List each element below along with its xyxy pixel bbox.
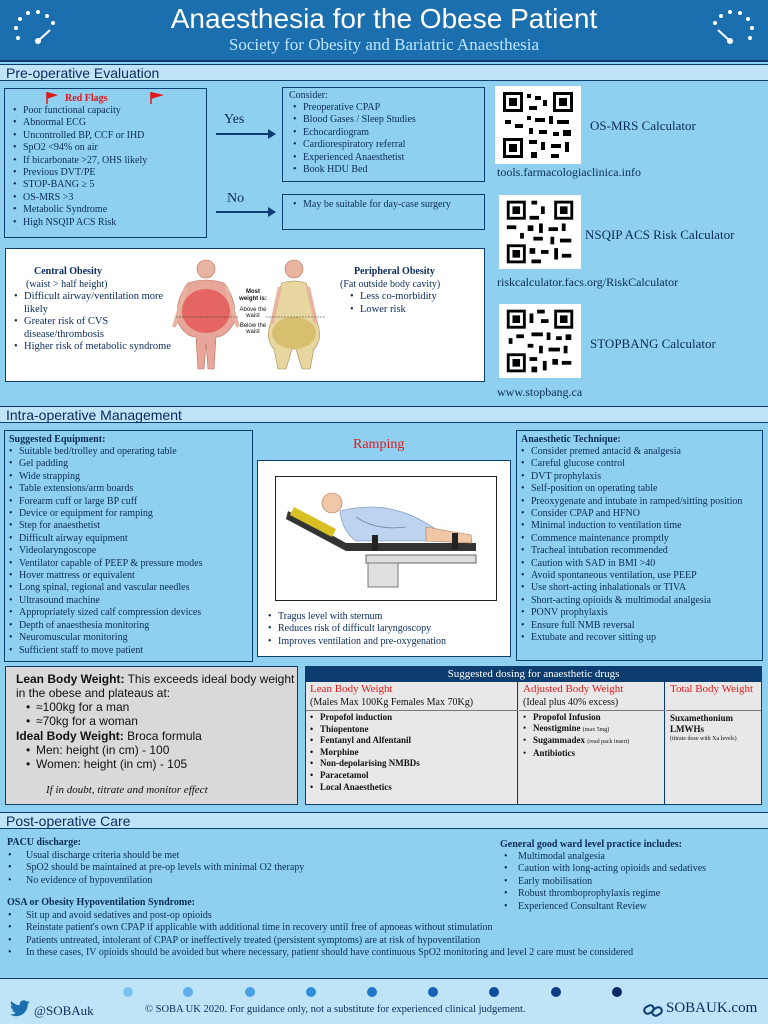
list-item: • Preoxygenate and intubate in ramped/sitting position <box>519 496 762 508</box>
arrow-right-icon <box>216 128 276 140</box>
ramping-figure <box>275 476 497 601</box>
qr-code-icon[interactable] <box>499 195 581 269</box>
central-obesity-title: Central Obesity <box>34 266 103 277</box>
list-item: • Self-position on operating table <box>519 483 762 495</box>
peripheral-obesity-list <box>348 291 483 316</box>
list-item: • Long spinal, regional and vascular needles <box>7 582 252 594</box>
list-item: • Tracheal intubation recommended <box>519 545 762 557</box>
list-item: • Propofol induction <box>308 712 513 724</box>
list-item: • Difficult airway equipment <box>7 533 252 545</box>
dosing-table-title: Suggested dosing for anaesthetic drugs <box>306 667 761 682</box>
total-weight-column-title: Total Body Weight <box>670 683 754 695</box>
list-item: • Blood Gases / Sleep Studies <box>291 114 483 126</box>
day-case-box <box>282 194 485 230</box>
list-item: • Previous DVT/PE <box>11 167 206 179</box>
list-item: • Improves ventilation and pre-oxygenation <box>266 636 506 648</box>
list-item: • Poor functional capacity <box>11 105 206 117</box>
calculator-name: STOPBANG Calculator <box>590 336 716 351</box>
copyright-text: © SOBA UK 2020. For guidance only, not a substitute for experienced clinical judgement. <box>145 1004 526 1015</box>
lean-weight-drug-list <box>308 712 513 793</box>
lean-body-weight-label: Lean Body Weight: <box>16 672 125 686</box>
lean-body-weight-desc: This exceeds ideal body weight in the obese and plateaus at: <box>16 672 295 700</box>
ramping-box <box>257 460 511 657</box>
titrate-note: If in doubt, titrate and monitor effect <box>46 784 208 796</box>
list-item: • Use short-acting inhalationals or TIVA <box>519 582 762 594</box>
list-item: • Neuromuscular monitoring <box>7 632 252 644</box>
list-item: • Ultrasound machine <box>7 595 252 607</box>
ideal-body-weight-label: Ideal Body Weight: <box>16 729 124 743</box>
list-item: • Step for anaesthetist <box>7 520 252 532</box>
website-link[interactable]: SOBAUK.com <box>666 1000 758 1016</box>
list-item: • Depth of anaesthesia monitoring <box>7 620 252 632</box>
list-item: • Usual discharge criteria should be met <box>6 850 486 862</box>
list-item: • Difficult airway/ventilation more likely <box>12 291 172 316</box>
red-flag-icon <box>45 91 59 105</box>
list-item: • Cardiorespiratory referral <box>291 139 483 151</box>
consider-title: Consider: <box>289 90 328 101</box>
consider-list <box>291 102 483 176</box>
arrow-right-icon <box>216 206 276 218</box>
list-item: • Non-depolarising NMBDs <box>308 758 513 770</box>
obesity-types-box <box>5 248 485 382</box>
list-item: • OS-MRS >3 <box>11 192 206 204</box>
list-item: • Early mobilisation <box>502 876 764 888</box>
list-item: • Tragus level with sternum <box>266 611 506 623</box>
equipment-box <box>4 430 253 662</box>
osa-title: OSA or Obesity Hypoventilation Syndrome: <box>7 897 195 908</box>
list-item: • ≈100kg for a man <box>24 700 284 714</box>
osa-list <box>6 910 756 960</box>
calculator-link[interactable]: riskcalculator.facs.org/RiskCalculator <box>497 275 679 289</box>
list-item: • Table extensions/arm boards <box>7 483 252 495</box>
technique-list <box>519 446 762 645</box>
qr-code-icon[interactable] <box>499 304 581 378</box>
list-item: • PONV prophylaxis <box>519 607 762 619</box>
list-item: • Commence maintenance promptly <box>519 533 762 545</box>
list-item: • Experienced Consultant Review <box>502 901 764 913</box>
list-item: • SpO2 should be maintained at pre-op levels with minimal O2 therapy <box>6 862 486 874</box>
list-item: • Multimodal analgesia <box>502 851 764 863</box>
qr-code-icon[interactable] <box>495 86 581 164</box>
list-item: • Consider CPAP and HFNO <box>519 508 762 520</box>
red-flag-icon <box>149 91 165 105</box>
list-item: • Careful glucose control <box>519 458 762 470</box>
list-item: • Sugammadex (read pack insert) <box>521 735 663 748</box>
equipment-list <box>7 446 252 657</box>
list-item: • Greater risk of CVS disease/thrombosis <box>12 316 172 341</box>
list-item: • Reduces risk of difficult laryngoscopy <box>266 623 506 635</box>
list-item: • Forearm cuff or large BP cuff <box>7 496 252 508</box>
list-item: • Sufficient staff to move patient <box>7 645 252 657</box>
list-item: • Local Anaesthetics <box>308 782 513 794</box>
list-item: • Extubate and recover sitting up <box>519 632 762 644</box>
central-obesity-subtitle: (waist > half height) <box>26 279 108 290</box>
list-item: • Men: height (in cm) - 100 <box>24 743 284 757</box>
ward-practice-title: General good ward level practice includes: <box>500 839 682 850</box>
list-item: • Videolaryngoscope <box>7 545 252 557</box>
red-flags-box <box>4 88 207 238</box>
header-banner <box>0 0 768 62</box>
ideal-body-weight-list <box>24 743 284 771</box>
list-item: • Lower risk <box>348 304 483 317</box>
list-item: • Less co-morbidity <box>348 291 483 304</box>
list-item: • Gel padding <box>7 458 252 470</box>
lean-weight-column-title: Lean Body Weight <box>310 683 393 695</box>
list-item: • High NSQIP ACS Risk <box>11 217 206 229</box>
list-item: • Experienced Anaesthetist <box>291 152 483 164</box>
consider-box <box>282 87 485 182</box>
list-item: • Ventilator capable of PEEP & pressure modes <box>7 558 252 570</box>
figure-label: Below the waist <box>239 323 267 335</box>
list-item: • Echocardiogram <box>291 127 483 139</box>
no-label: No <box>227 191 245 206</box>
list-item: • Preoperative CPAP <box>291 102 483 114</box>
red-flags-list <box>11 105 206 229</box>
technique-box <box>516 430 763 661</box>
ramping-list <box>266 611 506 648</box>
list-item: • No evidence of hypoventilation <box>6 875 486 887</box>
list-item: • Morphine <box>308 747 513 759</box>
adjusted-weight-drug-list <box>521 712 663 758</box>
list-item: • If bicarbonate >27, OHS likely <box>11 155 206 167</box>
progress-dots <box>0 982 768 1002</box>
lean-body-weight-text <box>16 672 296 700</box>
list-item: • Device or equipment for ramping <box>7 508 252 520</box>
ramping-title: Ramping <box>353 437 405 452</box>
red-flags-title: Red Flags <box>65 92 108 104</box>
list-item: • Avoid spontaneous ventilation, use PEEP <box>519 570 762 582</box>
list-item: • Minimal induction to ventilation time <box>519 520 762 532</box>
peripheral-obesity-subtitle: (Fat outside body cavity) <box>340 279 441 290</box>
list-item: • Uncontrolled BP, CCF or IHD <box>11 130 206 142</box>
section-preop-header: Pre-operative Evaluation <box>0 64 768 81</box>
list-item: • Robust thromboprophylaxis regime <box>502 888 764 900</box>
peripheral-obesity-title: Peripheral Obesity <box>354 266 435 277</box>
lean-body-weight-list <box>24 700 284 728</box>
list-item: • Sit up and avoid sedatives and post-op opioids <box>6 910 756 922</box>
list-item: • May be suitable for day-case surgery <box>291 199 471 211</box>
list-item: • Metabolic Syndrome <box>11 204 206 216</box>
list-item: • Hover mattress or equivalent <box>7 570 252 582</box>
list-item: • Paracetamol <box>308 770 513 782</box>
list-item: • Higher risk of metabolic syndrome <box>12 341 172 354</box>
calculator-name: OS-MRS Calculator <box>590 118 696 133</box>
section-postop-header: Post-operative Care <box>0 812 768 829</box>
twitter-icon[interactable] <box>9 1000 31 1018</box>
list-item: • ≈70kg for a woman <box>24 714 284 728</box>
list-item: • STOP-BANG ≥ 5 <box>11 179 206 191</box>
list-item: • Antibiotics <box>521 748 663 759</box>
list-item: • In these cases, IV opioids should be avoided but where necessary, patient should have continuous SpO2 monitoring and level 2 care must be considered <box>6 947 756 959</box>
central-obesity-list <box>12 291 172 354</box>
list-item: • Women: height (in cm) - 105 <box>24 757 284 771</box>
calculator-link[interactable]: www.stopbang.ca <box>497 385 583 399</box>
list-item: • Consider premed antacid & analgesia <box>519 446 762 458</box>
total-weight-drug: Suxamethonium <box>670 713 734 723</box>
dosing-table <box>305 666 762 805</box>
list-item: • Suitable bed/trolley and operating table <box>7 446 252 458</box>
page-title: Anaesthesia for the Obese Patient <box>170 3 598 34</box>
list-item: • SpO2 <94% on air <box>11 142 206 154</box>
ward-practice-list <box>502 851 764 913</box>
twitter-handle[interactable]: @SOBAuk <box>34 1003 94 1018</box>
pacu-title: PACU discharge: <box>7 837 81 848</box>
calculator-name: NSQIP ACS Risk Calculator <box>585 227 735 242</box>
section-intraop-header: Intra-operative Management <box>0 406 768 423</box>
list-item: • Caution with SAD in BMI >40 <box>519 558 762 570</box>
list-item: • Abnormal ECG <box>11 117 206 129</box>
list-item: • Propofol Infusion <box>521 712 663 723</box>
list-item: • Ensure full NMB reversal <box>519 620 762 632</box>
yes-label: Yes <box>224 112 245 127</box>
list-item: • Wide strapping <box>7 471 252 483</box>
lean-weight-column <box>306 682 518 804</box>
list-item: • Appropriately sized calf compression devices <box>7 607 252 619</box>
list-item: • Short-acting opioids & multimodal analgesia <box>519 595 762 607</box>
list-item: • Patients untreated, intolerant of CPAP or ineffectively treated (persistent symptoms) are at risk of hypoventilation <box>6 935 756 947</box>
figure-label: Most weight is: <box>239 289 267 302</box>
link-icon <box>643 1002 663 1018</box>
ideal-body-weight-text <box>16 729 202 743</box>
list-item: • Book HDU Bed <box>291 164 483 176</box>
list-item: • Caution with long-acting opioids and sedatives <box>502 863 764 875</box>
list-item: • Reinstate patient's own CPAP if applicable with additional time in recovery until free of apnoeas without stimulation <box>6 922 756 934</box>
equipment-title: Suggested Equipment: <box>9 434 106 445</box>
total-weight-column <box>666 682 761 804</box>
page-subtitle: Society for Obesity and Bariatric Anaesthesia <box>228 35 540 54</box>
adjusted-weight-column-title: Adjusted Body Weight <box>523 683 624 695</box>
list-item: • DVT prophylaxis <box>519 471 762 483</box>
adjusted-weight-column-subtitle: (Ideal plus 40% excess) <box>523 697 619 708</box>
body-weight-box <box>5 666 298 805</box>
list-item: • Fentanyl and Alfentanil <box>308 735 513 747</box>
adjusted-weight-column <box>519 682 665 804</box>
technique-title: Anaesthetic Technique: <box>521 434 621 445</box>
total-weight-drug-note: (titrate dose with Xa levels) <box>670 736 737 742</box>
list-item: • Thiopentone <box>308 724 513 736</box>
total-weight-drug: LMWHs <box>670 724 705 734</box>
figure-label: Above the waist <box>239 307 267 319</box>
list-item: • Neostigmine (max 5mg) <box>521 723 663 736</box>
lean-weight-column-subtitle: (Males Max 100Kg Females Max 70Kg) <box>310 697 474 708</box>
pacu-list <box>6 850 486 887</box>
ideal-body-weight-desc: Broca formula <box>123 729 202 743</box>
calculator-link[interactable]: tools.farmacologiaclinica.info <box>497 165 641 179</box>
